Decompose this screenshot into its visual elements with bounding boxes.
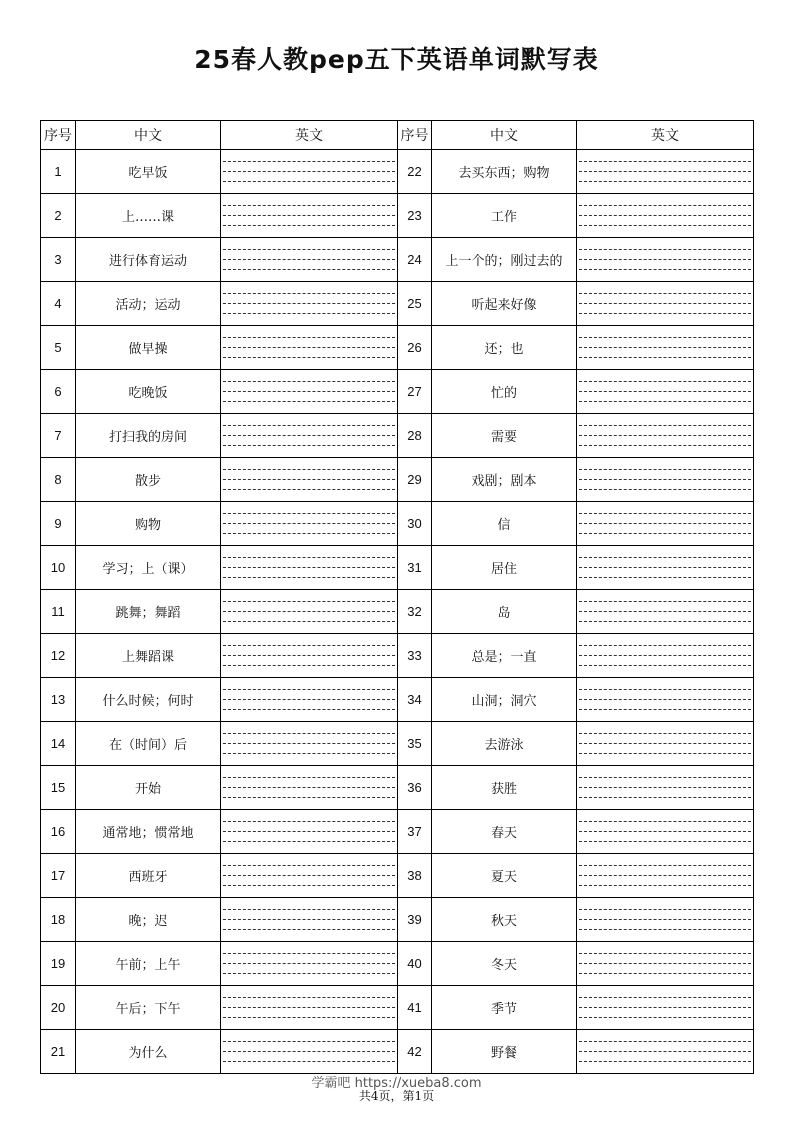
dashed-writing-line — [579, 885, 751, 886]
row-number-left: 17 — [41, 854, 76, 898]
dashed-writing-line — [223, 1007, 395, 1008]
dashed-writing-line — [223, 269, 395, 270]
row-number-left: 7 — [41, 414, 76, 458]
dashed-writing-line — [223, 469, 395, 470]
dashed-writing-line — [223, 885, 395, 886]
dashed-writing-line — [223, 831, 395, 832]
dashed-writing-line — [579, 821, 751, 822]
chinese-word-left: 开始 — [76, 766, 221, 810]
row-number-right: 30 — [398, 502, 432, 546]
chinese-word-right: 需要 — [432, 414, 577, 458]
dashed-writing-line — [579, 875, 751, 876]
dashed-writing-line — [579, 577, 751, 578]
dashed-writing-line — [579, 1051, 751, 1052]
dashed-writing-line — [223, 875, 395, 876]
dashed-writing-line — [579, 743, 751, 744]
row-number-left: 21 — [41, 1030, 76, 1074]
dashed-writing-line — [223, 523, 395, 524]
dashed-writing-line — [223, 557, 395, 558]
dashed-writing-line — [579, 567, 751, 568]
header-num-right: 序号 — [398, 121, 432, 150]
dashed-writing-line — [579, 929, 751, 930]
english-answer-blank-left[interactable] — [221, 854, 398, 898]
chinese-word-right: 忙的 — [432, 370, 577, 414]
dashed-writing-line — [223, 347, 395, 348]
chinese-word-right: 夏天 — [432, 854, 577, 898]
chinese-word-right: 还；也 — [432, 326, 577, 370]
dashed-writing-line — [223, 929, 395, 930]
chinese-word-right: 秋天 — [432, 898, 577, 942]
dashed-writing-line — [579, 909, 751, 910]
row-number-right: 39 — [398, 898, 432, 942]
table-row — [41, 458, 754, 502]
dashed-writing-line — [579, 1061, 751, 1062]
english-answer-blank-right[interactable] — [577, 722, 754, 766]
english-answer-blank-right[interactable] — [577, 854, 754, 898]
english-answer-blank-right[interactable] — [577, 326, 754, 370]
dashed-writing-line — [223, 313, 395, 314]
dashed-writing-line — [579, 489, 751, 490]
dashed-writing-line — [579, 479, 751, 480]
english-answer-blank-right[interactable] — [577, 194, 754, 238]
dashed-writing-line — [579, 1041, 751, 1042]
table-row — [41, 238, 754, 282]
english-answer-blank-right[interactable] — [577, 150, 754, 194]
english-answer-blank-left[interactable] — [221, 150, 398, 194]
dashed-writing-line — [579, 469, 751, 470]
dashed-writing-line — [223, 181, 395, 182]
table-body — [41, 150, 754, 1074]
table-row — [41, 678, 754, 722]
dashed-writing-line — [223, 577, 395, 578]
footer-page-number: 共4页，第1页 — [358, 1089, 435, 1103]
dashed-writing-line — [223, 665, 395, 666]
dashed-writing-line — [223, 479, 395, 480]
dashed-writing-line — [223, 337, 395, 338]
chinese-word-left: 吃晚饭 — [76, 370, 221, 414]
dashed-writing-line — [223, 303, 395, 304]
dashed-writing-line — [579, 259, 751, 260]
row-number-right: 25 — [398, 282, 432, 326]
table-row — [41, 1030, 754, 1074]
dashed-writing-line — [223, 909, 395, 910]
chinese-word-right: 听起来好像 — [432, 282, 577, 326]
english-answer-blank-right[interactable] — [577, 942, 754, 986]
dashed-writing-line — [579, 225, 751, 226]
row-number-right: 32 — [398, 590, 432, 634]
dashed-writing-line — [223, 689, 395, 690]
dashed-writing-line — [223, 1061, 395, 1062]
table-row — [41, 986, 754, 1030]
dashed-writing-line — [579, 797, 751, 798]
dashed-writing-line — [579, 445, 751, 446]
row-number-left: 11 — [41, 590, 76, 634]
row-number-right: 34 — [398, 678, 432, 722]
dashed-writing-line — [579, 425, 751, 426]
chinese-word-left: 进行体育运动 — [76, 238, 221, 282]
dashed-writing-line — [579, 1017, 751, 1018]
table-header-row — [41, 121, 754, 150]
chinese-word-right: 山洞；洞穴 — [432, 678, 577, 722]
dashed-writing-line — [579, 269, 751, 270]
english-answer-blank-right[interactable] — [577, 458, 754, 502]
table-row — [41, 414, 754, 458]
dashed-writing-line — [579, 171, 751, 172]
dashed-writing-line — [579, 435, 751, 436]
row-number-left: 16 — [41, 810, 76, 854]
english-answer-blank-left[interactable] — [221, 810, 398, 854]
chinese-word-right: 冬天 — [432, 942, 577, 986]
chinese-word-right: 季节 — [432, 986, 577, 1030]
english-answer-blank-right[interactable] — [577, 898, 754, 942]
dashed-writing-line — [579, 391, 751, 392]
chinese-word-left: 购物 — [76, 502, 221, 546]
dashed-writing-line — [223, 865, 395, 866]
row-number-left: 15 — [41, 766, 76, 810]
english-answer-blank-left[interactable] — [221, 370, 398, 414]
chinese-word-left: 上……课 — [76, 194, 221, 238]
dashed-writing-line — [579, 699, 751, 700]
row-number-left: 20 — [41, 986, 76, 1030]
english-answer-blank-right[interactable] — [577, 238, 754, 282]
chinese-word-left: 跳舞；舞蹈 — [76, 590, 221, 634]
dashed-writing-line — [223, 293, 395, 294]
dashed-writing-line — [579, 655, 751, 656]
row-number-right: 42 — [398, 1030, 432, 1074]
header-cn-left: 中文 — [76, 121, 221, 150]
english-answer-blank-left[interactable] — [221, 722, 398, 766]
english-answer-blank-right[interactable] — [577, 546, 754, 590]
chinese-word-right: 戏剧；剧本 — [432, 458, 577, 502]
table-row — [41, 854, 754, 898]
english-answer-blank-left[interactable] — [221, 1030, 398, 1074]
english-answer-blank-left[interactable] — [221, 898, 398, 942]
row-number-left: 19 — [41, 942, 76, 986]
dashed-writing-line — [223, 919, 395, 920]
chinese-word-left: 在（时间）后 — [76, 722, 221, 766]
chinese-word-right: 去买东西；购物 — [432, 150, 577, 194]
chinese-word-left: 晚；迟 — [76, 898, 221, 942]
dashed-writing-line — [579, 293, 751, 294]
chinese-word-left: 学习；上（课） — [76, 546, 221, 590]
dashed-writing-line — [579, 831, 751, 832]
dashed-writing-line — [223, 821, 395, 822]
chinese-word-right: 总是；一直 — [432, 634, 577, 678]
english-answer-blank-left[interactable] — [221, 326, 398, 370]
chinese-word-right: 信 — [432, 502, 577, 546]
row-number-left: 10 — [41, 546, 76, 590]
dashed-writing-line — [579, 181, 751, 182]
english-answer-blank-right[interactable] — [577, 810, 754, 854]
table-row — [41, 810, 754, 854]
english-answer-blank-right[interactable] — [577, 1030, 754, 1074]
english-answer-blank-right[interactable] — [577, 634, 754, 678]
dashed-writing-line — [223, 205, 395, 206]
dashed-writing-line — [579, 1007, 751, 1008]
row-number-left: 2 — [41, 194, 76, 238]
dashed-writing-line — [223, 401, 395, 402]
dashed-writing-line — [223, 259, 395, 260]
dashed-writing-line — [223, 381, 395, 382]
dashed-writing-line — [579, 865, 751, 866]
row-number-left: 8 — [41, 458, 76, 502]
english-answer-blank-left[interactable] — [221, 766, 398, 810]
dashed-writing-line — [579, 313, 751, 314]
dashed-writing-line — [579, 665, 751, 666]
row-number-right: 24 — [398, 238, 432, 282]
row-number-right: 28 — [398, 414, 432, 458]
dashed-writing-line — [579, 161, 751, 162]
footer-site-watermark: 学霸吧 https://xueba8.com — [311, 1076, 482, 1091]
dashed-writing-line — [579, 919, 751, 920]
dashed-writing-line — [579, 347, 751, 348]
row-number-left: 14 — [41, 722, 76, 766]
dashed-writing-line — [223, 645, 395, 646]
english-answer-blank-right[interactable] — [577, 766, 754, 810]
dashed-writing-line — [223, 621, 395, 622]
dashed-writing-line — [579, 963, 751, 964]
dashed-writing-line — [223, 533, 395, 534]
dashed-writing-line — [223, 391, 395, 392]
chinese-word-right: 春天 — [432, 810, 577, 854]
dashed-writing-line — [223, 357, 395, 358]
row-number-right: 36 — [398, 766, 432, 810]
row-number-left: 18 — [41, 898, 76, 942]
chinese-word-left: 活动；运动 — [76, 282, 221, 326]
dashed-writing-line — [223, 841, 395, 842]
dashed-writing-line — [223, 777, 395, 778]
english-answer-blank-left[interactable] — [221, 590, 398, 634]
english-answer-blank-left[interactable] — [221, 678, 398, 722]
row-number-right: 29 — [398, 458, 432, 502]
table-row — [41, 194, 754, 238]
row-number-right: 37 — [398, 810, 432, 854]
dashed-writing-line — [579, 205, 751, 206]
dashed-writing-line — [223, 709, 395, 710]
dashed-writing-line — [579, 381, 751, 382]
header-cn-right: 中文 — [432, 121, 577, 150]
dashed-writing-line — [223, 161, 395, 162]
dashed-writing-line — [579, 709, 751, 710]
dashed-writing-line — [223, 425, 395, 426]
table-row — [41, 634, 754, 678]
english-answer-blank-right[interactable] — [577, 678, 754, 722]
dashed-writing-line — [223, 797, 395, 798]
dashed-writing-line — [579, 733, 751, 734]
header-en-left: 英文 — [221, 121, 398, 150]
row-number-left: 9 — [41, 502, 76, 546]
english-answer-blank-left[interactable] — [221, 282, 398, 326]
dashed-writing-line — [223, 1041, 395, 1042]
chinese-word-right: 野餐 — [432, 1030, 577, 1074]
dashed-writing-line — [579, 973, 751, 974]
dashed-writing-line — [223, 743, 395, 744]
chinese-word-left: 什么时候；何时 — [76, 678, 221, 722]
row-number-right: 27 — [398, 370, 432, 414]
dashed-writing-line — [223, 973, 395, 974]
chinese-word-left: 通常地；惯常地 — [76, 810, 221, 854]
dashed-writing-line — [223, 215, 395, 216]
chinese-word-left: 散步 — [76, 458, 221, 502]
dashed-writing-line — [223, 963, 395, 964]
english-answer-blank-left[interactable] — [221, 942, 398, 986]
table-row — [41, 326, 754, 370]
english-answer-blank-right[interactable] — [577, 590, 754, 634]
chinese-word-left: 吃早饭 — [76, 150, 221, 194]
row-number-right: 41 — [398, 986, 432, 1030]
row-number-left: 12 — [41, 634, 76, 678]
dashed-writing-line — [579, 841, 751, 842]
english-answer-blank-left[interactable] — [221, 546, 398, 590]
dashed-writing-line — [579, 249, 751, 250]
row-number-right: 38 — [398, 854, 432, 898]
dashed-writing-line — [579, 689, 751, 690]
row-number-right: 35 — [398, 722, 432, 766]
dashed-writing-line — [579, 611, 751, 612]
page-title: 25春人教pep五下英语单词默写表 — [194, 45, 599, 74]
chinese-word-left: 午后；下午 — [76, 986, 221, 1030]
table-row — [41, 370, 754, 414]
dashed-writing-line — [579, 601, 751, 602]
header-en-right: 英文 — [577, 121, 754, 150]
table-row — [41, 502, 754, 546]
english-answer-blank-right[interactable] — [577, 502, 754, 546]
chinese-word-left: 西班牙 — [76, 854, 221, 898]
dashed-writing-line — [223, 699, 395, 700]
row-number-right: 31 — [398, 546, 432, 590]
dashed-writing-line — [579, 997, 751, 998]
dashed-writing-line — [579, 533, 751, 534]
chinese-word-right: 获胜 — [432, 766, 577, 810]
row-number-right: 23 — [398, 194, 432, 238]
table-row — [41, 150, 754, 194]
chinese-word-left: 上舞蹈课 — [76, 634, 221, 678]
row-number-left: 4 — [41, 282, 76, 326]
dashed-writing-line — [579, 777, 751, 778]
row-number-left: 5 — [41, 326, 76, 370]
dashed-writing-line — [579, 523, 751, 524]
table-row — [41, 590, 754, 634]
dashed-writing-line — [579, 513, 751, 514]
dashed-writing-line — [223, 953, 395, 954]
row-number-left: 1 — [41, 150, 76, 194]
dashed-writing-line — [579, 621, 751, 622]
english-answer-blank-right[interactable] — [577, 986, 754, 1030]
dashed-writing-line — [579, 787, 751, 788]
dashed-writing-line — [579, 557, 751, 558]
english-answer-blank-right[interactable] — [577, 414, 754, 458]
table-row — [41, 898, 754, 942]
dashed-writing-line — [223, 655, 395, 656]
english-answer-blank-left[interactable] — [221, 238, 398, 282]
dashed-writing-line — [223, 513, 395, 514]
dashed-writing-line — [223, 567, 395, 568]
chinese-word-right: 工作 — [432, 194, 577, 238]
dashed-writing-line — [223, 601, 395, 602]
dashed-writing-line — [223, 249, 395, 250]
chinese-word-left: 午前；上午 — [76, 942, 221, 986]
chinese-word-right: 岛 — [432, 590, 577, 634]
english-answer-blank-left[interactable] — [221, 458, 398, 502]
row-number-right: 26 — [398, 326, 432, 370]
dashed-writing-line — [223, 733, 395, 734]
chinese-word-left: 做早操 — [76, 326, 221, 370]
dashed-writing-line — [223, 225, 395, 226]
chinese-word-right: 居住 — [432, 546, 577, 590]
dashed-writing-line — [223, 787, 395, 788]
chinese-word-left: 为什么 — [76, 1030, 221, 1074]
dashed-writing-line — [223, 753, 395, 754]
dashed-writing-line — [223, 997, 395, 998]
chinese-word-right: 上一个的；刚过去的 — [432, 238, 577, 282]
dashed-writing-line — [223, 1017, 395, 1018]
table-row — [41, 942, 754, 986]
dashed-writing-line — [579, 303, 751, 304]
dashed-writing-line — [223, 1051, 395, 1052]
english-answer-blank-left[interactable] — [221, 986, 398, 1030]
chinese-word-right: 去游泳 — [432, 722, 577, 766]
dashed-writing-line — [223, 489, 395, 490]
vocabulary-table — [40, 120, 754, 1074]
dashed-writing-line — [579, 337, 751, 338]
english-answer-blank-right[interactable] — [577, 370, 754, 414]
header-num-left: 序号 — [41, 121, 76, 150]
dashed-writing-line — [579, 645, 751, 646]
dashed-writing-line — [579, 953, 751, 954]
row-number-left: 6 — [41, 370, 76, 414]
dashed-writing-line — [579, 357, 751, 358]
chinese-word-left: 打扫我的房间 — [76, 414, 221, 458]
dashed-writing-line — [579, 753, 751, 754]
table-row — [41, 766, 754, 810]
dashed-writing-line — [223, 171, 395, 172]
table-row — [41, 722, 754, 766]
dashed-writing-line — [223, 435, 395, 436]
english-answer-blank-right[interactable] — [577, 282, 754, 326]
english-answer-blank-left[interactable] — [221, 194, 398, 238]
row-number-right: 40 — [398, 942, 432, 986]
table-row — [41, 546, 754, 590]
row-number-right: 33 — [398, 634, 432, 678]
english-answer-blank-left[interactable] — [221, 414, 398, 458]
row-number-left: 13 — [41, 678, 76, 722]
dashed-writing-line — [579, 215, 751, 216]
english-answer-blank-left[interactable] — [221, 634, 398, 678]
dashed-writing-line — [223, 445, 395, 446]
english-answer-blank-left[interactable] — [221, 502, 398, 546]
dashed-writing-line — [579, 401, 751, 402]
row-number-left: 3 — [41, 238, 76, 282]
table-row — [41, 282, 754, 326]
row-number-right: 22 — [398, 150, 432, 194]
dashed-writing-line — [223, 611, 395, 612]
